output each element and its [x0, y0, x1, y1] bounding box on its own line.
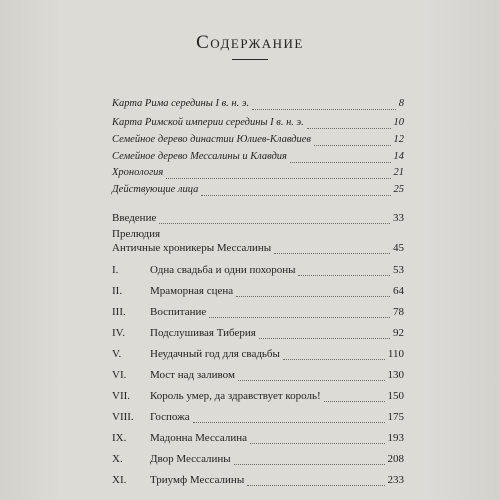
- page-title: Содержание: [196, 32, 304, 53]
- chapter-title: Неудачный год для свадьбы: [150, 348, 280, 360]
- toc-entry: [112, 117, 404, 133]
- leader-dots: [238, 379, 385, 381]
- chapter-page: 193: [387, 432, 404, 444]
- chapter-page: 53: [393, 264, 404, 276]
- leader-dots: [247, 484, 384, 486]
- toc-entry-label: Семейное дерево династии Юлиев-Клавдиев: [112, 134, 311, 145]
- toc-entry-introduction: [112, 212, 404, 228]
- chapter-number: II.: [112, 285, 123, 297]
- chapter-title: Воспитание: [150, 306, 207, 318]
- toc-entry-label: Введение: [112, 212, 157, 224]
- chapter-page: 175: [387, 411, 404, 423]
- leader-dots: [298, 274, 390, 276]
- toc-entry-page: 10: [393, 117, 404, 128]
- toc-chapter: [112, 453, 404, 469]
- toc-entry: [112, 134, 404, 150]
- chapter-title: Триумф Мессалины: [150, 474, 245, 486]
- chapter-title: Мост над заливом: [150, 369, 235, 381]
- chapter-number: X.: [112, 453, 123, 465]
- toc-chapter: [112, 327, 404, 343]
- chapter-title: Одна свадьба и одни похороны: [150, 264, 296, 276]
- leader-dots: [274, 252, 390, 254]
- leader-dots: [250, 442, 385, 444]
- toc-entry-page: 8: [398, 98, 404, 109]
- leader-dots: [252, 108, 396, 110]
- chapter-number: IX.: [112, 432, 127, 444]
- chapter-page: 130: [387, 369, 404, 381]
- toc-chapter: [112, 285, 404, 301]
- leader-dots: [259, 337, 390, 339]
- toc-chapter: [112, 432, 404, 448]
- chapter-title: Двор Мессалины: [150, 453, 231, 465]
- toc-entry-prelude-label: Прелюдия: [112, 228, 161, 240]
- toc-entry-page: 14: [393, 151, 404, 162]
- leader-dots: [166, 177, 390, 179]
- toc-entry-page: 25: [393, 184, 404, 195]
- toc-chapter: [112, 264, 404, 280]
- toc-entry: [112, 167, 404, 183]
- toc-chapter: [112, 369, 404, 385]
- chapter-page: 78: [393, 306, 404, 318]
- toc-entry-page: 21: [393, 167, 404, 178]
- chapter-page: 110: [387, 348, 404, 360]
- chapter-number: XI.: [112, 474, 127, 486]
- chapter-number: VII.: [112, 390, 131, 402]
- leader-dots: [290, 161, 391, 163]
- leader-dots: [209, 316, 390, 318]
- chapter-number: VI.: [112, 369, 127, 381]
- chapter-title: Мадонна Мессалина: [150, 432, 247, 444]
- toc-entry: [112, 151, 404, 167]
- leader-dots: [307, 127, 391, 129]
- chapter-title: Подслушивая Тиберия: [150, 327, 256, 339]
- chapter-number: I.: [112, 264, 119, 276]
- leader-dots: [283, 358, 385, 360]
- toc-entry-label: Семейное дерево Мессалины и Клавдия: [112, 151, 287, 162]
- chapter-page: 92: [393, 327, 404, 339]
- toc-entry: [112, 98, 404, 114]
- title-rule: [232, 59, 268, 60]
- chapter-page: 64: [393, 285, 404, 297]
- chapter-title: Мраморная сцена: [150, 285, 234, 297]
- toc-entry-prelude: [112, 242, 404, 258]
- toc-entry-page: 45: [393, 242, 404, 254]
- leader-dots: [234, 463, 385, 465]
- chapter-page: 208: [387, 453, 404, 465]
- leader-dots: [236, 295, 390, 297]
- leader-dots: [201, 194, 390, 196]
- toc-entry-label: Карта Рима середины I в. н. э.: [112, 98, 250, 109]
- toc-entry-page: 33: [393, 212, 404, 224]
- toc-entry: [112, 184, 404, 200]
- toc-chapter: [112, 411, 404, 427]
- toc-entry-label: Действующие лица: [112, 184, 199, 195]
- leader-dots: [324, 400, 385, 402]
- toc-entry-label: Античные хроникеры Мессалины: [112, 242, 272, 254]
- toc-entry-page: 12: [393, 134, 404, 145]
- toc-chapter: [112, 390, 404, 406]
- toc-chapter: [112, 474, 404, 490]
- chapter-page: 233: [387, 474, 404, 486]
- chapter-page: 150: [387, 390, 404, 402]
- chapter-number: III.: [112, 306, 126, 318]
- chapter-title: Госпожа: [150, 411, 190, 423]
- chapter-number: V.: [112, 348, 122, 360]
- toc-chapter: [112, 306, 404, 322]
- chapter-number: IV.: [112, 327, 125, 339]
- leader-dots: [159, 222, 390, 224]
- toc-chapter: [112, 348, 404, 364]
- chapter-title: Король умер, да здравствует король!: [150, 390, 321, 402]
- toc-entry-label: Карта Римской империи середины I в. н. э.: [112, 117, 304, 128]
- toc-entry-label: Хронология: [112, 167, 164, 178]
- chapter-number: VIII.: [112, 411, 134, 423]
- leader-dots: [314, 144, 391, 146]
- leader-dots: [193, 421, 385, 423]
